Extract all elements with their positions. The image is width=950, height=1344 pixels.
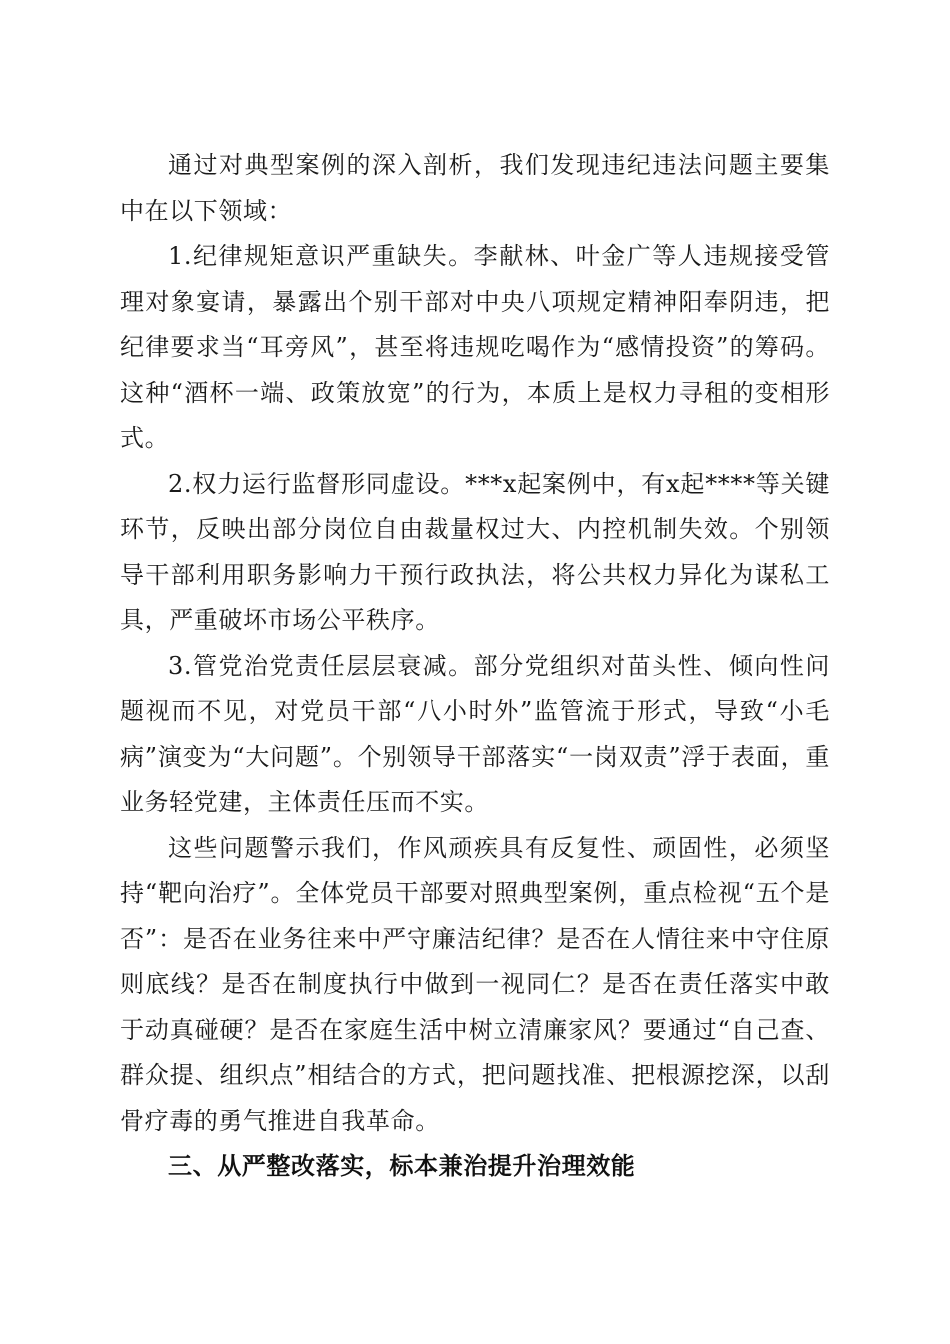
- section-heading: 三、从严整改落实，标本兼治提升治理效能: [168, 1152, 636, 1180]
- point-2-paragraph: 2.权力运行监督形同虚设。***x起案例中，有x起****等关键环节，反映出部分岗位自由裁量权过大、内控机制失效。个别领导干部利用职务影响力干预行政执法，将公共权力异化为谋私工具，严重破坏市场公平秩序。: [120, 469, 830, 634]
- point-3-paragraph: 3.管党治党责任层层衰减。部分党组织对苗头性、倾向性问题视而不见，对党员干部“八小时外”监管流于形式，导致“小毛病”演变为“大问题”。个别领导干部落实“一岗双责”浮于表面，重业务轻党建，主体责任压而不实。: [120, 651, 830, 816]
- warning-paragraph: 这些问题警示我们，作风顽疾具有反复性、顽固性，必须坚持“靶向治疗”。全体党员干部要对照典型案例，重点检视“五个是否”：是否在业务往来中严守廉洁纪律？是否在人情往来中守住原则底线？是否在制度执行中做到一视同仁？是否在责任落实中敢于动真碰硬？是否在家庭生活中树立清廉家风？要通过“自己查、群众提、组织点”相结合的方式，把问题找准、把根源挖深，以刮骨疗毒的勇气推进自我革命。: [120, 833, 830, 1135]
- document-body: [120, 143, 830, 1190]
- point-1-paragraph: 1.纪律规矩意识严重缺失。李献林、叶金广等人违规接受管理对象宴请，暴露出个别干部对中央八项规定精神阳奉阴违，把纪律要求当“耳旁风”，甚至将违规吃喝作为“感情投资”的筹码。这种“酒杯一端、政策放宽”的行为，本质上是权力寻租的变相形式。: [120, 242, 830, 452]
- intro-paragraph: 通过对典型案例的深入剖析，我们发现违纪违法问题主要集中在以下领域：: [120, 151, 830, 225]
